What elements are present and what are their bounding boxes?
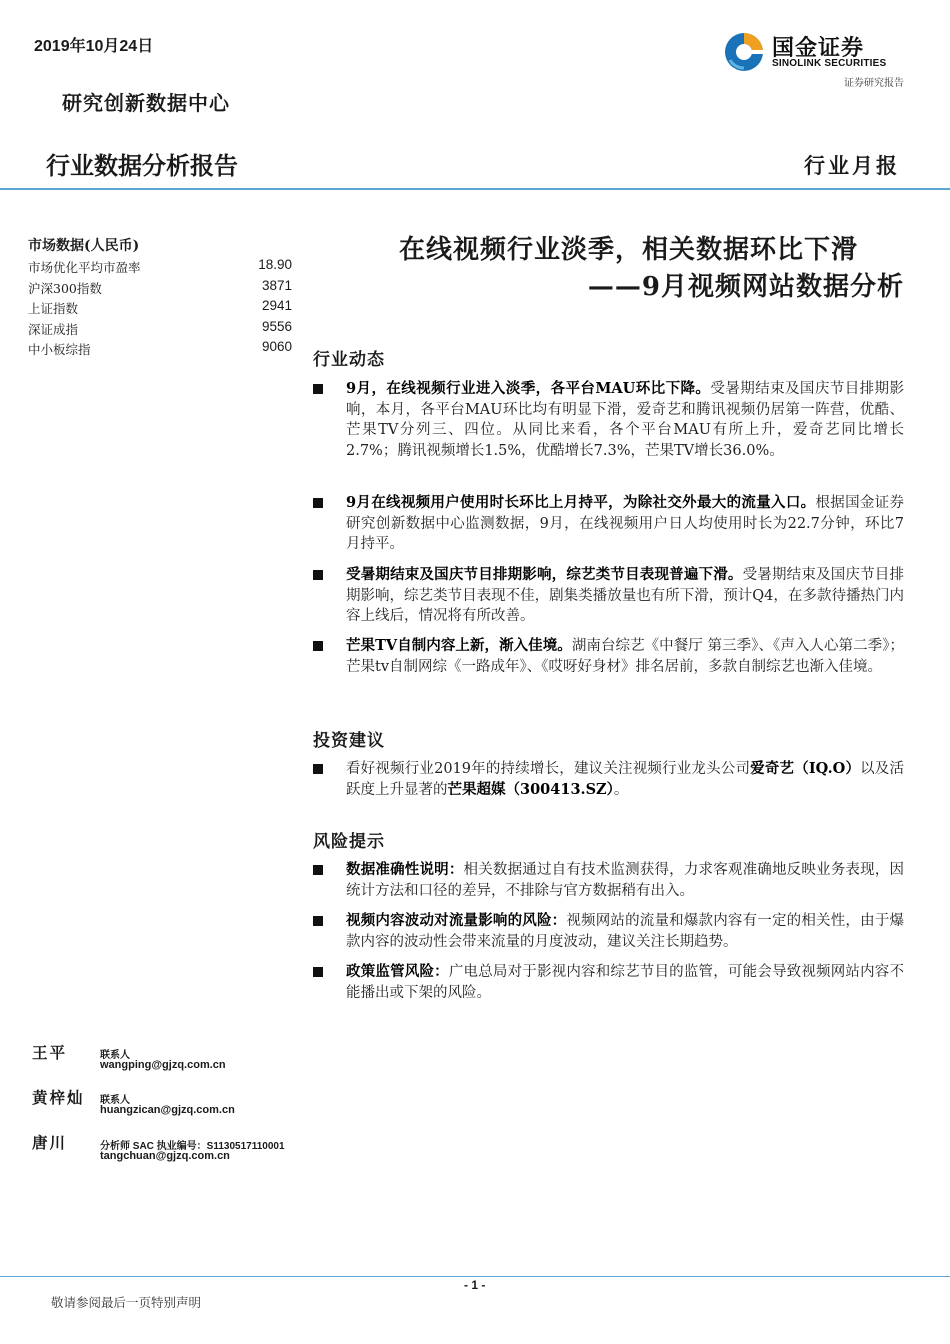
logo-english-name: SINOLINK SECURITIES	[772, 58, 887, 69]
author-role: 联系人	[100, 1050, 130, 1061]
risk-item-text: 相关数据通过自有技术监测获得，力求客观准确地反映业务表现，因统计方法和口径的差异，不排除与官方数据稍有出入。	[346, 862, 904, 899]
invest-text: 看好视频行业2019年的持续增长，建议关注视频行业龙头公司	[346, 761, 751, 777]
industry-item-text: 根据国金证券研究创新数据中心监测数据，9月，在线视频用户日人均使用时长为22.7分钟，环比7月持平。	[346, 495, 904, 552]
report-type-title: 行业数据分析报告	[46, 153, 238, 180]
author-role: 分析师 SAC 执业编号：S1130517110001	[100, 1141, 285, 1152]
industry-item-bold: 9月，在线视频行业进入淡季，各平台MAU环比下降。	[346, 380, 711, 397]
industry-item-bold: 9月在线视频用户使用时长环比上月持平，为除社交外最大的流量入口。	[346, 494, 816, 511]
market-row-label: 沪深300指数	[28, 281, 102, 296]
market-row	[28, 320, 292, 340]
market-row-value: 2941	[261, 298, 292, 313]
logo-chinese-name: 国金证券	[772, 35, 865, 60]
industry-item-text: 受暑期结束及国庆节目排期影响，本月，各平台MAU环比均有明显下滑，爱奇艺和腾讯视频仍居第一阵营，优酷、芒果TV分列三、四位。从同比来看，各个平台MAU有所上升，爱奇艺同比增长2.7%；腾讯视频增长1.5%，优酷增长7.3%，芒果TV增长36.0%。	[346, 381, 904, 459]
industry-item-bold: 受暑期结束及国庆节目排期影响，综艺类节目表现普遍下滑。	[346, 566, 743, 583]
author-name: 唐川	[32, 1133, 68, 1152]
report-subtitle: ——9月视频网站数据分析	[587, 272, 904, 302]
invest-text: 以及活跃度上升显著的	[346, 761, 904, 798]
market-row-value: 3871	[261, 278, 292, 293]
bullet-icon	[313, 498, 323, 508]
market-row-value: 9556	[261, 319, 292, 334]
section-heading-invest: 投资建议	[313, 731, 385, 751]
author-email[interactable]: tangchuan@gjzq.com.cn	[100, 1150, 230, 1162]
bullet-icon	[313, 764, 323, 774]
industry-item-text: 受暑期结束及国庆节目排期影响，综艺类节目表现不佳，剧集类播放量也有所下滑，预计Q4，在多款待播热门内容上线后，情况将有所改善。	[346, 567, 905, 624]
invest-company-mango: 芒果超媒（300413.SZ）	[447, 780, 614, 798]
industry-item-bold: 芒果TV自制内容上新，渐入佳境。	[346, 637, 572, 654]
invest-item	[346, 759, 904, 800]
risk-item	[346, 911, 904, 952]
market-row-value: 18.90	[258, 257, 292, 272]
invest-company-iqiyi: 爱奇艺（IQ.O）	[750, 760, 861, 777]
footer-divider	[0, 1276, 950, 1277]
page-number: - 1 -	[464, 1278, 486, 1292]
report-date: 2019年10月24日	[34, 38, 154, 55]
bullet-icon	[313, 916, 323, 926]
risk-item	[346, 860, 904, 901]
market-row-label: 中小板综指	[28, 342, 91, 357]
invest-text: 。	[613, 781, 629, 798]
market-row-label: 市场优化平均市盈率	[28, 260, 141, 275]
author-email[interactable]: huangzican@gjzq.com.cn	[100, 1104, 235, 1116]
market-row-value: 9060	[261, 339, 292, 354]
author-email[interactable]: wangping@gjzq.com.cn	[100, 1059, 226, 1071]
section-heading-industry: 行业动态	[313, 350, 385, 370]
logo-subtitle: 证券研究报告	[844, 78, 904, 89]
author-name: 王平	[32, 1043, 68, 1062]
research-center-name: 研究创新数据中心	[62, 91, 230, 115]
market-row	[28, 258, 292, 278]
industry-item	[346, 379, 904, 461]
industry-item	[346, 636, 904, 677]
industry-item	[346, 565, 904, 627]
header-divider	[0, 188, 950, 190]
monthly-label: 行业月报	[804, 153, 900, 178]
bullet-icon	[313, 384, 323, 394]
risk-item-text: 视频网站的流量和爆款内容有一定的相关性，由于爆款内容的波动性会带来流量的月度波动，建议关注长期趋势。	[346, 913, 905, 950]
risk-item-bold: 数据准确性说明：	[346, 861, 464, 878]
author-role: 联系人	[100, 1095, 130, 1106]
company-logo	[722, 30, 904, 74]
industry-item-text: 湖南台综艺《中餐厅 第三季》、《声入人心第二季》；芒果tv自制网综《一路成年》、《哎呀好身材》排名居前，多款自制综艺也渐入佳境。	[346, 638, 905, 675]
bullet-icon	[313, 865, 323, 875]
disclaimer-note: 敬请参阅最后一页特别声明	[51, 1295, 202, 1310]
sinolink-logo-icon	[722, 30, 766, 74]
bullet-icon	[313, 641, 323, 651]
market-row-label: 深证成指	[28, 322, 79, 337]
market-row	[28, 279, 292, 299]
market-data-title: 市场数据(人民币)	[28, 238, 140, 254]
market-row-label: 上证指数	[28, 301, 79, 316]
bullet-icon	[313, 570, 323, 580]
author-name: 黄梓灿	[32, 1088, 85, 1107]
risk-item-bold: 政策监管风险：	[346, 963, 449, 980]
market-row	[28, 340, 292, 360]
risk-item	[346, 962, 904, 1003]
report-title: 在线视频行业淡季，相关数据环比下滑	[398, 235, 858, 265]
industry-item	[346, 493, 904, 555]
bullet-icon	[313, 967, 323, 977]
risk-item-bold: 视频内容波动对流量影响的风险：	[346, 912, 567, 929]
market-row	[28, 299, 292, 319]
risk-item-text: 广电总局对于影视内容和综艺节目的监管，可能会导致视频网站内容不能播出或下架的风险。	[346, 964, 905, 1001]
section-heading-risk: 风险提示	[313, 832, 385, 852]
